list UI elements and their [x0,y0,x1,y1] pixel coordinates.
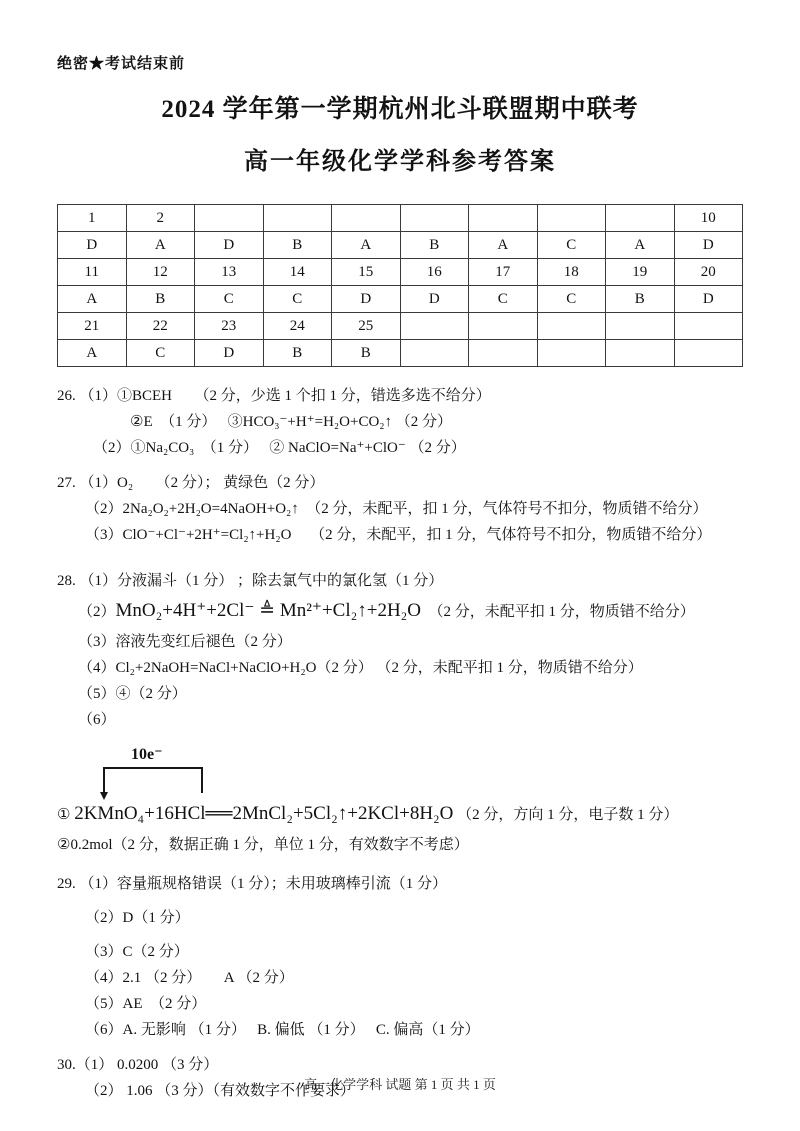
table-row [58,340,743,367]
q28-line-1: 28. （1）分液漏斗（1 分） ；除去氯气中的氯化氢（1 分） [57,573,444,589]
answer-cell [400,205,469,232]
answer-cell: C [263,286,332,313]
answer-cell: 25 [332,313,401,340]
answer-cell: 20 [674,259,743,286]
answer-cell: D [195,340,264,367]
question-29 [57,871,743,1043]
table-row [58,232,743,259]
classification-banner: 绝密★考试结束前 [57,56,186,72]
answer-cell [263,205,332,232]
answer-cell: A [606,232,675,259]
answer-cell: 21 [58,313,127,340]
answer-cell [537,340,606,367]
answer-cell [469,205,538,232]
q29-line-3: （3）C（2 分） [85,944,189,960]
q30-line-1: 30.（1） 0.0200 （3 分） [57,1057,219,1073]
q28-line-5: （5）④（2 分） [78,686,187,702]
q28-line-2-prefix: （2） [78,604,116,620]
answer-cell: A [332,232,401,259]
answer-key-subtitle: 高一年级化学学科参考答案 [244,149,556,175]
question-27 [57,470,743,548]
q28-line-8: ②0.2mol（2 分，数据正确 1 分，单位 1 分，有效数字不考虑） [57,837,469,853]
answer-cell: C [537,232,606,259]
answer-cell: A [469,232,538,259]
q27-line-2: （2）2Na₂O₂+2H₂O=4NaOH+O₂↑ （2 分，未配平，扣 1 分，气体符号不扣分，物质错不给分） [85,501,708,517]
q29-line-6: （6）A. 无影响 （1 分） B. 偏低 （1 分） C. 偏高（1 分） [85,1022,480,1038]
answer-cell [674,340,743,367]
answer-cell [469,313,538,340]
answer-cell: 14 [263,259,332,286]
answer-cell [400,340,469,367]
q28-line-2-note: （2 分，未配平扣 1 分，物质错不给分） [421,604,695,620]
answer-cell [537,313,606,340]
q28-line-4: （4）Cl₂+2NaOH=NaCl+NaClO+H₂O（2 分） （2 分，未配平扣 1 分，物质错不给分） [78,660,643,676]
answer-cell: A [58,340,127,367]
question-28 [57,568,743,858]
answer-cell: B [400,232,469,259]
answer-cell: 11 [58,259,127,286]
answer-cell [606,340,675,367]
answer-cell: D [674,232,743,259]
answer-cell: 15 [332,259,401,286]
answer-cell: 1 [58,205,127,232]
answer-cell: 16 [400,259,469,286]
answer-cell: B [263,232,332,259]
q27-line-3: （3）ClO⁻+Cl⁻+2H⁺=Cl₂↑+H₂O （2 分，未配平，扣 1 分，气体符号不扣分，物质错不给分） [85,527,712,543]
q29-line-2: （2）D（1 分） [85,910,190,926]
q26-line-3: （2）①Na₂CO₃ （1 分） ② NaClO=Na⁺+ClO⁻ （2 分） [93,440,466,456]
answer-cell: D [400,286,469,313]
table-row [58,205,743,232]
q28-line-7 [57,797,743,832]
answer-cell: 22 [126,313,195,340]
answer-cell: B [126,286,195,313]
q29-line-4: （4）2.1 （2 分） A （2 分） [85,970,294,986]
answer-cell: D [58,232,127,259]
answer-cell: 13 [195,259,264,286]
answer-cell [332,205,401,232]
q26-line-1: 26. （1）①BCEH （2 分，少选 1 个扣 1 分，错选多选不给分） [57,388,491,404]
answer-cell: C [126,340,195,367]
electron-transfer-diagram [103,745,223,797]
answer-cell [469,340,538,367]
answer-cell [195,205,264,232]
answer-cell: D [332,286,401,313]
answer-cell: C [469,286,538,313]
table-row [58,313,743,340]
answer-cell: C [195,286,264,313]
table-row [58,259,743,286]
answer-cell [537,205,606,232]
answers-body [57,383,743,1104]
answer-cell: B [263,340,332,367]
answer-cell: 17 [469,259,538,286]
answer-cell: 10 [674,205,743,232]
q28-eq1-marker: ① [57,807,75,823]
answer-cell: B [606,286,675,313]
q26-line-2: ②E （1 分） ③HCO₃⁻+H⁺=H₂O+CO₂↑ （2 分） [130,414,453,430]
answer-cell: D [195,232,264,259]
question-26 [57,383,743,461]
page-footer: 高一化学学科 试题 第 1 页 共 1 页 [304,1077,496,1092]
q29-line-1: 29. （1）容量瓶规格错误（1 分）；未用玻璃棒引流（1 分） [57,876,448,892]
answer-cell: 24 [263,313,332,340]
answer-cell: B [332,340,401,367]
q29-line-5: （5）AE （2 分） [85,996,207,1012]
electron-transfer-arrow [103,767,203,793]
q28-line-2 [78,594,743,629]
answer-cell: 12 [126,259,195,286]
arrowhead-icon [100,792,108,800]
q28-line-6: （6） [78,712,116,728]
exam-title: 2024 学年第一学期杭州北斗联盟期中联考 [161,96,639,123]
answer-cell: 2 [126,205,195,232]
answer-cell [606,313,675,340]
answer-cell: 23 [195,313,264,340]
answer-cell: A [58,286,127,313]
q28-equation-kmno4: 2KMnO₄+16HCl══2MnCl₂+5Cl₂↑+2KCl+8H₂O [74,803,454,824]
q28-equation-mno2: MnO₂+4H⁺+2Cl⁻ ≜ Mn²⁺+Cl₂↑+2H₂O [115,600,422,621]
q30-line-2: （2） 1.06 （3 分）（有效数字不作要求） [85,1083,356,1099]
q28-eq1-note: （2 分，方向 1 分，电子数 1 分） [453,807,679,823]
electron-count-label: 10e⁻ [131,746,163,763]
q27-line-1: 27. （1）O₂ （2 分）； 黄绿色（2 分） [57,475,325,491]
answer-cell: 19 [606,259,675,286]
answer-cell: A [126,232,195,259]
q28-line-3: （3）溶液先变红后褪色（2 分） [78,634,292,650]
answer-cell [400,313,469,340]
answer-cell: 18 [537,259,606,286]
table-row [58,286,743,313]
answer-cell: C [537,286,606,313]
answer-table [57,204,743,367]
answer-cell [606,205,675,232]
answer-cell [674,313,743,340]
answer-cell: D [674,286,743,313]
